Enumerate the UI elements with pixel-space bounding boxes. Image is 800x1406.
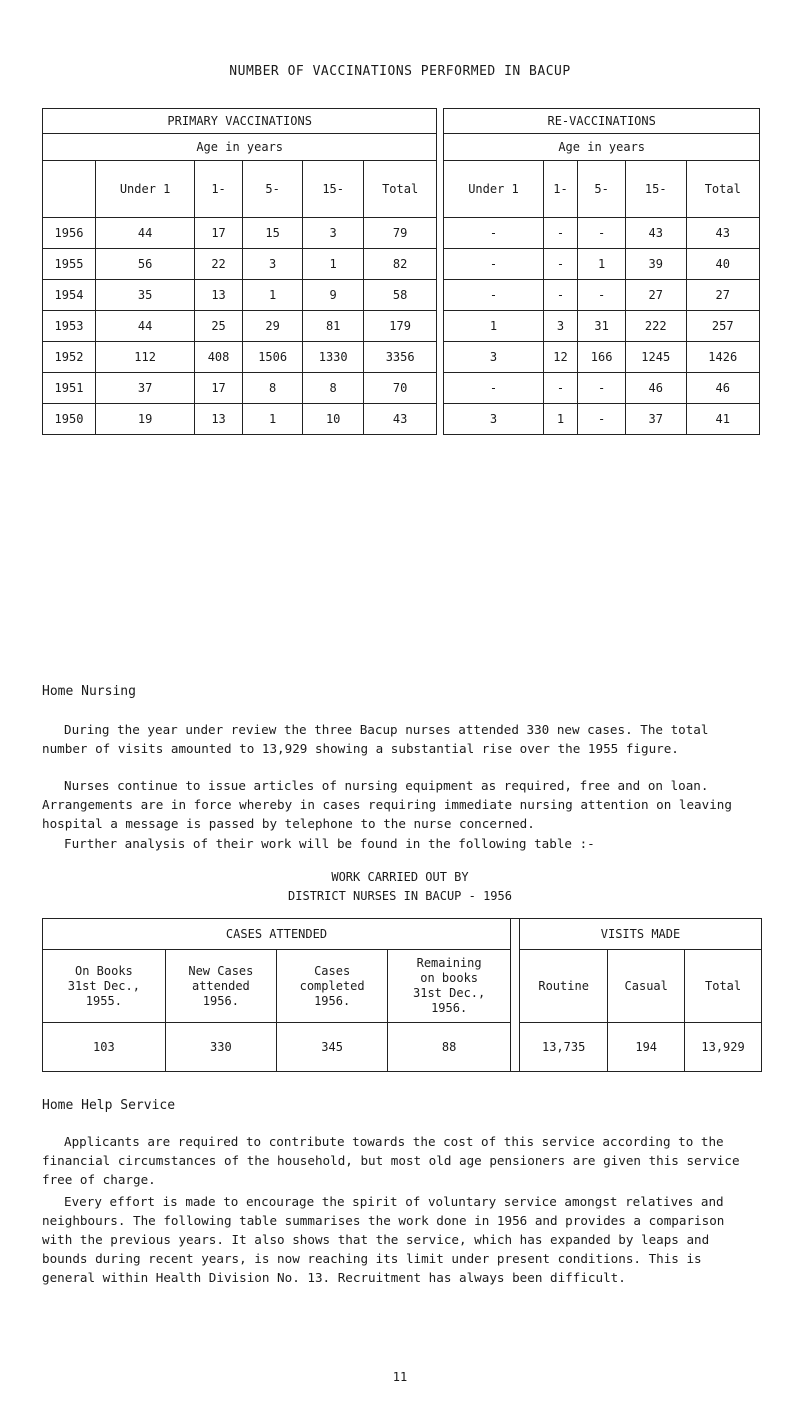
page-title: NUMBER OF VACCINATIONS PERFORMED IN BACUP (229, 64, 571, 79)
re-value-cell: - (543, 218, 578, 249)
re-value-cell: - (578, 404, 626, 435)
primary-value-cell: 81 (303, 311, 364, 342)
re-value-cell: 31 (578, 311, 626, 342)
re-value-cell: 46 (625, 373, 686, 404)
cases-col-header-line: Cases (314, 963, 351, 978)
home-help-heading: Home Help Service (42, 1098, 176, 1113)
re-value-cell: - (578, 218, 626, 249)
re-value-cell: 43 (625, 218, 686, 249)
re-value-cell: 40 (686, 249, 760, 280)
re-value-cell: 257 (686, 311, 760, 342)
primary-value-cell: 179 (363, 311, 436, 342)
cases-col-header (43, 950, 166, 1023)
nurses-value-cell: 345 (277, 1023, 388, 1072)
cases-col-header-line: New Cases (188, 963, 254, 978)
visits-made-header: VISITS MADE (520, 919, 762, 950)
primary-value-cell: 25 (195, 311, 243, 342)
primary-value-cell: 35 (96, 280, 195, 311)
table-row (43, 218, 760, 249)
table-row (43, 373, 760, 404)
age-in-years-label: Age in years (43, 134, 437, 161)
re-value-cell: 166 (578, 342, 626, 373)
re-value-cell: - (578, 373, 626, 404)
primary-value-cell: 9 (303, 280, 364, 311)
primary-value-cell: 22 (195, 249, 243, 280)
primary-value-cell: 44 (96, 311, 195, 342)
re-value-cell: - (444, 280, 543, 311)
visits-col-header: Casual (608, 950, 685, 1023)
re-value-cell: - (444, 373, 543, 404)
primary-value-cell: 112 (96, 342, 195, 373)
home-help-para-1: Applicants are required to contribute towards the cost of this service according to the financial circumstances of the household, but most old age pensioners are given this service free of charge. (42, 1134, 740, 1187)
cases-col-header-line: 1956. (202, 993, 239, 1008)
re-value-cell: - (444, 218, 543, 249)
revaccinations-header: RE-VACCINATIONS (444, 109, 760, 134)
re-value-cell: 3 (444, 404, 543, 435)
district-nurses-table (42, 918, 762, 1072)
page-number: 11 (392, 1370, 408, 1384)
cases-col-header-line: 1956. (314, 993, 351, 1008)
year-cell: 1954 (43, 280, 96, 311)
re-value-cell: 1 (543, 404, 578, 435)
re-value-cell: 3 (543, 311, 578, 342)
re-value-cell: 1245 (625, 342, 686, 373)
re-value-cell: 27 (686, 280, 760, 311)
nurses-table-title-2: DISTRICT NURSES IN BACUP - 1956 (288, 889, 512, 903)
cases-col-header-line: Remaining (416, 956, 482, 970)
cases-col-header-line: 1955. (85, 993, 122, 1008)
cases-col-header-line: On Books (74, 963, 133, 978)
primary-vaccinations-header: PRIMARY VACCINATIONS (43, 109, 437, 134)
primary-value-cell: 56 (96, 249, 195, 280)
re-value-cell: 3 (444, 342, 543, 373)
cases-col-header-line: attended (191, 978, 250, 993)
visits-col-header: Total (685, 950, 762, 1023)
re-col-header: Total (686, 161, 760, 218)
re-col-header: 5- (578, 161, 626, 218)
primary-col-header: Under 1 (96, 161, 195, 218)
primary-value-cell: 1 (303, 249, 364, 280)
re-col-header: 1- (543, 161, 578, 218)
primary-value-cell: 58 (363, 280, 436, 311)
re-value-cell: 46 (686, 373, 760, 404)
primary-value-cell: 37 (96, 373, 195, 404)
home-nursing-para-2: Nurses continue to issue articles of nursing equipment as required, free and on loan. Arrangements are in force whereby in cases requiring immediate nursing attention on leaving hospital a message is passed by telephone to the nurse concerned. (42, 778, 732, 831)
primary-col-header: 15- (303, 161, 364, 218)
re-value-cell: 1426 (686, 342, 760, 373)
primary-value-cell: 15 (242, 218, 303, 249)
primary-value-cell: 13 (195, 280, 243, 311)
primary-value-cell: 43 (363, 404, 436, 435)
age-in-years-label-re: Age in years (444, 134, 760, 161)
primary-value-cell: 10 (303, 404, 364, 435)
re-value-cell: 27 (625, 280, 686, 311)
primary-value-cell: 79 (363, 218, 436, 249)
year-cell: 1950 (43, 404, 96, 435)
year-cell: 1956 (43, 218, 96, 249)
re-value-cell: - (543, 280, 578, 311)
cases-col-header-line: 31st Dec., (67, 978, 140, 993)
primary-value-cell: 3 (303, 218, 364, 249)
year-cell: 1952 (43, 342, 96, 373)
table-row (43, 280, 760, 311)
cases-col-header-line: 1956. (431, 1001, 468, 1015)
primary-value-cell: 1330 (303, 342, 364, 373)
primary-value-cell: 44 (96, 218, 195, 249)
visits-col-header: Routine (520, 950, 608, 1023)
primary-value-cell: 8 (242, 373, 303, 404)
home-nursing-heading: Home Nursing (42, 684, 136, 699)
primary-value-cell: 29 (242, 311, 303, 342)
nurses-table-title-1: WORK CARRIED OUT BY (331, 870, 469, 884)
nurses-value-cell: 13,929 (685, 1023, 762, 1072)
primary-value-cell: 1 (242, 404, 303, 435)
re-value-cell: 43 (686, 218, 760, 249)
primary-value-cell: 408 (195, 342, 243, 373)
cases-attended-header: CASES ATTENDED (43, 919, 511, 950)
nurses-value-cell: 13,735 (520, 1023, 608, 1072)
re-value-cell: 1 (444, 311, 543, 342)
primary-value-cell: 82 (363, 249, 436, 280)
primary-col-header: 1- (195, 161, 243, 218)
re-value-cell: 1 (578, 249, 626, 280)
home-help-para-2: Every effort is made to encourage the spirit of voluntary service amongst relatives and neighbours. The following table summarises the work done in 1956 and provides a comparison with the previous years. It also shows that the service, which has expanded by leaps and bounds during recent years, is now reaching its limit under present conditions. This is general within Health Division No. 13. Recruitment has always been difficult. (42, 1194, 725, 1285)
cases-col-header (165, 950, 276, 1023)
primary-value-cell: 3356 (363, 342, 436, 373)
primary-col-header: 5- (242, 161, 303, 218)
primary-value-cell: 19 (96, 404, 195, 435)
re-col-header: Under 1 (444, 161, 543, 218)
table-row (43, 404, 760, 435)
cases-col-header (277, 950, 388, 1023)
re-value-cell: - (543, 373, 578, 404)
re-value-cell: 39 (625, 249, 686, 280)
cases-col-header-line: 31st Dec., (413, 986, 486, 1000)
primary-col-header: Total (363, 161, 436, 218)
cases-col-header (388, 950, 511, 1023)
nurses-value-cell: 88 (388, 1023, 511, 1072)
primary-value-cell: 17 (195, 218, 243, 249)
re-col-header: 15- (625, 161, 686, 218)
nurses-value-cell: 330 (165, 1023, 276, 1072)
home-nursing-para-3: Further analysis of their work will be found in the following table :- (64, 836, 595, 851)
table-row (43, 249, 760, 280)
re-value-cell: 222 (625, 311, 686, 342)
re-value-cell: 12 (543, 342, 578, 373)
re-value-cell: - (543, 249, 578, 280)
cases-col-header-line: on books (420, 971, 479, 985)
vaccinations-table (42, 108, 760, 435)
table-row (43, 311, 760, 342)
home-nursing-para-1: During the year under review the three Bacup nurses attended 330 new cases. The total number of visits amounted to 13,929 showing a substantial rise over the 1955 figure. (42, 722, 709, 756)
re-value-cell: 41 (686, 404, 760, 435)
primary-value-cell: 1506 (242, 342, 303, 373)
primary-value-cell: 3 (242, 249, 303, 280)
table-row (43, 342, 760, 373)
year-cell: 1951 (43, 373, 96, 404)
primary-value-cell: 17 (195, 373, 243, 404)
primary-value-cell: 13 (195, 404, 243, 435)
primary-value-cell: 70 (363, 373, 436, 404)
primary-value-cell: 1 (242, 280, 303, 311)
cases-col-header-line: completed (299, 978, 365, 993)
primary-value-cell: 8 (303, 373, 364, 404)
nurses-value-cell: 103 (43, 1023, 166, 1072)
re-value-cell: - (444, 249, 543, 280)
re-value-cell: 37 (625, 404, 686, 435)
re-value-cell: - (578, 280, 626, 311)
nurses-value-cell: 194 (608, 1023, 685, 1072)
year-cell: 1953 (43, 311, 96, 342)
year-cell: 1955 (43, 249, 96, 280)
